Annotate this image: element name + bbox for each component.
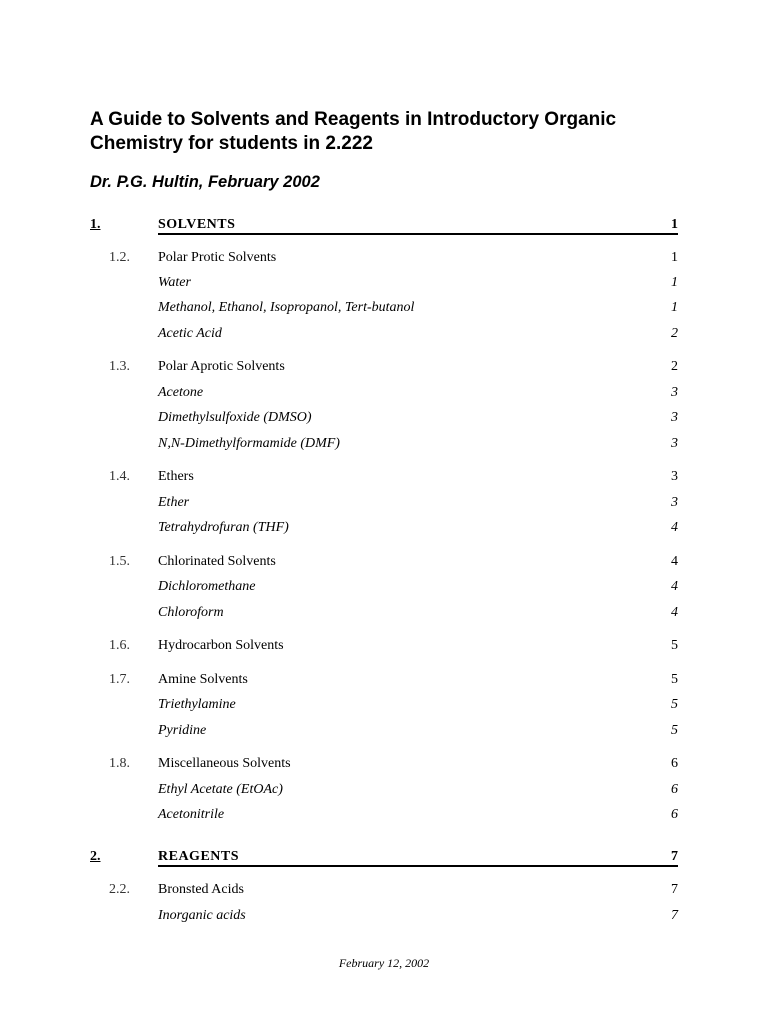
- toc-label: Dichloromethane: [158, 579, 256, 594]
- toc-number: 1.5.: [109, 554, 130, 569]
- toc-page-number: 5: [671, 672, 678, 687]
- toc-page-number: 7: [671, 882, 678, 897]
- toc-section: [0, 357, 768, 377]
- toc-entry: [0, 577, 768, 597]
- toc-label: Hydrocarbon Solvents: [158, 638, 284, 653]
- toc-page-number: 3: [671, 436, 678, 451]
- toc-chapter: [0, 847, 768, 867]
- toc-label: Dimethylsulfoxide (DMSO): [158, 410, 312, 425]
- toc-entry: [0, 906, 768, 926]
- toc-label: N,N-Dimethylformamide (DMF): [158, 436, 340, 451]
- toc-entry: [0, 273, 768, 293]
- toc-label: Acetonitrile: [158, 807, 225, 822]
- toc-section: [0, 880, 768, 900]
- toc-label: Acetone: [158, 385, 204, 400]
- toc-page-number: 4: [671, 554, 678, 569]
- document-title: A Guide to Solvents and Reagents in Introductory Organic Chemistry for students in 2.222: [90, 109, 617, 154]
- toc-page-number: 4: [671, 579, 678, 594]
- toc-label: Ether: [158, 495, 190, 510]
- toc-page-number: 1: [671, 275, 678, 290]
- toc-entry: [0, 383, 768, 403]
- toc-label: Inorganic acids: [158, 908, 246, 923]
- toc-entry: [0, 493, 768, 513]
- toc-page-number: 6: [671, 782, 678, 797]
- toc-label: SOLVENTS: [158, 217, 236, 232]
- toc-label: Polar Aprotic Solvents: [158, 359, 285, 374]
- toc-section: [0, 636, 768, 656]
- toc-entry: [0, 298, 768, 318]
- toc-label: Chloroform: [158, 605, 224, 620]
- toc-page-number: 4: [671, 605, 678, 620]
- toc-page-number: 4: [671, 520, 678, 535]
- toc-page-number: 5: [671, 697, 678, 712]
- toc-label: REAGENTS: [158, 849, 240, 864]
- toc-entry: [0, 603, 768, 623]
- toc-page-number: 1: [671, 250, 678, 265]
- toc-section: [0, 670, 768, 690]
- toc-section: [0, 467, 768, 487]
- chapter-underline: [158, 865, 678, 867]
- toc-number: 1.6.: [109, 638, 130, 653]
- toc-label: Water: [158, 275, 191, 290]
- toc-number: 1.4.: [109, 469, 130, 484]
- toc-entry: [0, 695, 768, 715]
- toc-entry: [0, 324, 768, 344]
- page-footer: February 12, 2002: [338, 956, 430, 970]
- toc-number: 2.2.: [109, 882, 130, 897]
- toc-label: Pyridine: [158, 723, 207, 738]
- toc-number: 1.2.: [109, 250, 130, 265]
- toc-entry: [0, 408, 768, 428]
- toc-page-number: 2: [671, 326, 678, 341]
- toc-section: [0, 552, 768, 572]
- toc-page-number: 1: [671, 300, 678, 315]
- toc-label: Ethers: [158, 469, 194, 484]
- toc-entry: [0, 805, 768, 825]
- toc-entry: [0, 518, 768, 538]
- toc-page-number: 2: [671, 359, 678, 374]
- toc-page-number: 5: [671, 723, 678, 738]
- toc-number: 2.: [90, 849, 101, 864]
- toc-chapter: [0, 215, 768, 235]
- toc-label: Tetrahydrofuran (THF): [158, 520, 289, 535]
- document-author: Dr. P.G. Hultin, February 2002: [90, 173, 320, 191]
- toc-entry: [0, 780, 768, 800]
- toc-number: 1.8.: [109, 756, 130, 771]
- toc-label: Miscellaneous Solvents: [158, 756, 291, 771]
- toc-entry: [0, 721, 768, 741]
- toc-label: Triethylamine: [158, 697, 236, 712]
- toc-page-number: 6: [671, 807, 678, 822]
- toc-label: Ethyl Acetate (EtOAc): [158, 782, 283, 797]
- toc-page-number: 6: [671, 756, 678, 771]
- toc-label: Chlorinated Solvents: [158, 554, 276, 569]
- toc-label: Amine Solvents: [158, 672, 248, 687]
- toc-section: [0, 754, 768, 774]
- toc-entry: [0, 434, 768, 454]
- chapter-underline: [158, 233, 678, 235]
- toc-label: Acetic Acid: [158, 326, 222, 341]
- toc-page-number: 7: [671, 849, 678, 864]
- toc-page-number: 7: [671, 908, 678, 923]
- toc-label: Bronsted Acids: [158, 882, 244, 897]
- toc-page-number: 3: [671, 385, 678, 400]
- toc-label: Polar Protic Solvents: [158, 250, 277, 265]
- toc-page-number: 3: [671, 495, 678, 510]
- toc-number: 1.3.: [109, 359, 130, 374]
- toc-page-number: 1: [671, 217, 678, 232]
- toc-page-number: 5: [671, 638, 678, 653]
- toc-label: Methanol, Ethanol, Isopropanol, Tert-butanol: [158, 300, 415, 315]
- toc-page-number: 3: [671, 469, 678, 484]
- toc-number: 1.: [90, 217, 101, 232]
- toc-number: 1.7.: [109, 672, 130, 687]
- toc-section: [0, 248, 768, 268]
- toc-page-number: 3: [671, 410, 678, 425]
